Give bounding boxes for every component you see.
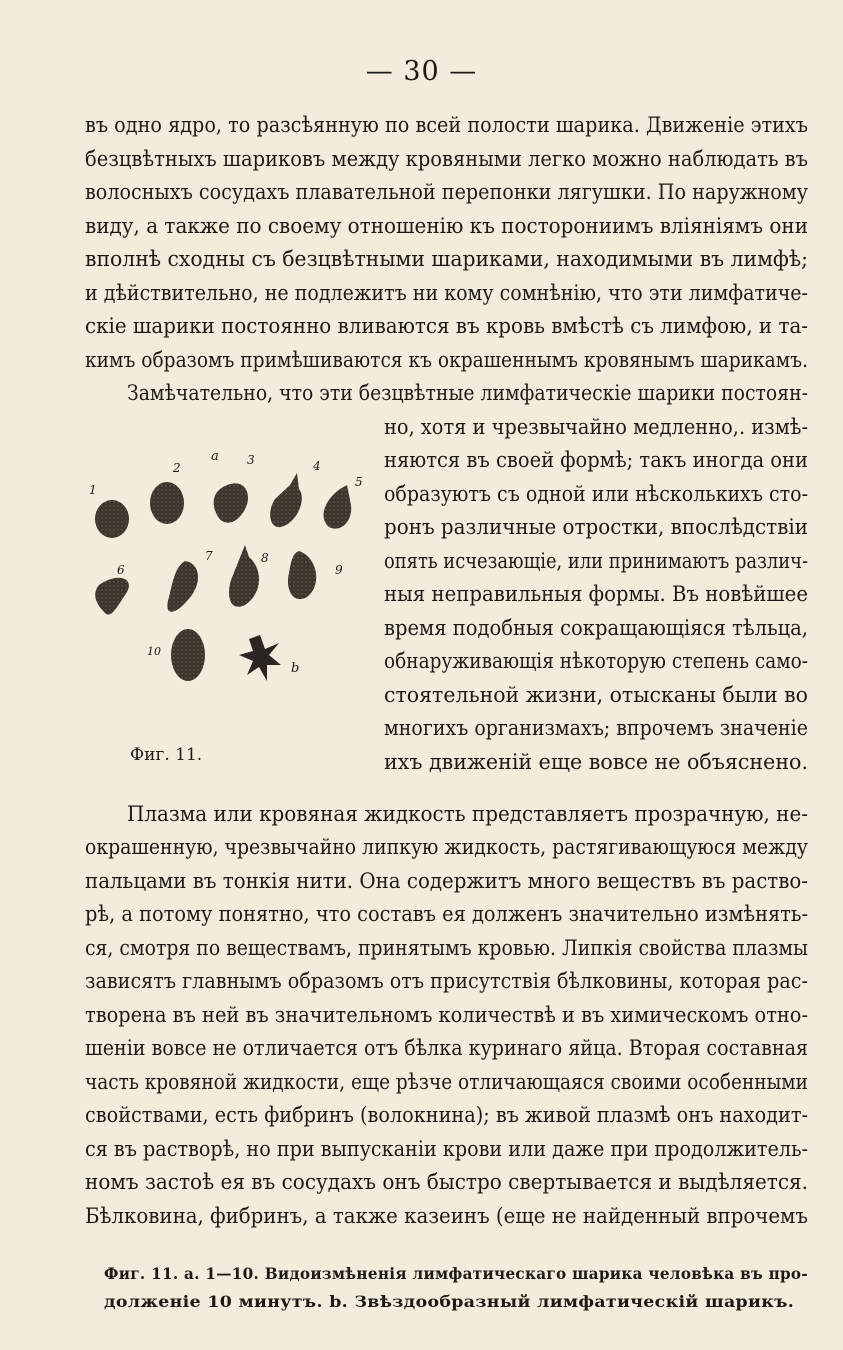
cell-4 <box>270 473 302 527</box>
figure-label: 5 <box>355 475 363 489</box>
cell-1 <box>95 500 129 538</box>
text-line: номъ застоѣ ея въ сосудахъ онъ быстро свертывается и выдѣляется. <box>85 1170 808 1195</box>
text-line: и дѣйствительно, не подлежитъ ни кому сомнѣнію, что эти лимфатиче- <box>85 281 808 306</box>
text-line: рѣ, а потому понятно, что составъ ея долженъ значительно измѣнять- <box>85 902 808 927</box>
figure-label: 7 <box>205 549 213 563</box>
text-line: Замѣчательно, что эти безцвѣтные лимфатическіе шарики постоян- <box>127 381 808 406</box>
text-line: свойствами, есть фибринъ (волокнина); въ живой плазмѣ онъ находит- <box>85 1103 808 1128</box>
figure-11 <box>85 445 375 785</box>
text-line: ихъ движеній еще вовсе не объяснено. <box>384 750 808 775</box>
text-line: многихъ организмахъ; впрочемъ значеніе <box>384 716 808 741</box>
figure-label: 2 <box>173 461 181 475</box>
text-line: скіе шарики постоянно вливаются въ кровь вмѣстѣ съ лимфою, и та- <box>85 314 808 339</box>
text-line: часть кровяной жидкости, еще рѣзче отличающаяся своими особенными <box>85 1070 808 1095</box>
text-line: кимъ образомъ примѣшиваются къ окрашеннымъ кровянымъ шарикамъ. <box>85 348 808 373</box>
text-line: безцвѣтныхъ шариковъ между кровяными легко можно наблюдать въ <box>85 147 808 172</box>
text-line: ронъ различные отростки, впослѣдствіи <box>384 515 808 540</box>
cell-6 <box>95 578 129 615</box>
text-line: вполнѣ сходны съ безцвѣтными шариками, находимыми въ лимфѣ; <box>85 247 808 272</box>
text-line: зависятъ главнымъ образомъ отъ присутствія бѣлковины, которая рас- <box>85 969 808 994</box>
figure-label: 4 <box>313 459 321 473</box>
cell-star <box>239 635 281 681</box>
figure-label: 8 <box>261 551 269 565</box>
text-line: образуютъ съ одной или нѣсколькихъ сто- <box>384 482 808 507</box>
text-line: Бѣлковина, фибринъ, а также казеинъ (еще не найденный впрочемъ <box>85 1204 808 1229</box>
cell-7 <box>167 561 198 612</box>
text-line: виду, а также по своему отношенію къ посторониимъ вліяніямъ они <box>85 214 808 239</box>
cell-8 <box>229 545 259 607</box>
text-line: шеніи вовсе не отличается отъ бѣлка куринаго яйца. Вторая составная <box>85 1036 808 1061</box>
cell-10 <box>171 629 205 681</box>
cell-3 <box>214 483 248 522</box>
text-line: Плазма или кровяная жидкость представляетъ прозрачную, не- <box>127 802 808 827</box>
text-line: опять исчезающіе, или принимаютъ различ- <box>384 549 808 574</box>
text-line: время подобныя сокращающіяся тѣльца, <box>384 616 808 641</box>
text-line: пальцами въ тонкія нити. Она содержитъ много веществъ въ раство- <box>85 869 808 894</box>
figure-label: b <box>291 661 300 676</box>
text-line: волосныхъ сосудахъ плавательной перепонки лягушки. По наружному <box>85 180 808 205</box>
text-line: окрашенную, чрезвычайно липкую жидкость, растягивающуюся между <box>85 835 808 860</box>
figure-label: 10 <box>147 645 161 658</box>
text-line: няются въ своей формѣ; такъ иногда они <box>384 448 808 473</box>
figure-label: 9 <box>335 563 343 577</box>
lymph-cell-illustration <box>85 445 375 705</box>
page-number: — 30 — <box>365 56 478 87</box>
text-line: ся въ растворѣ, но при выпусканіи крови или даже при продолжитель- <box>85 1137 808 1162</box>
text-line: стоятельной жизни, отысканы были во <box>384 683 808 708</box>
text-line: ся, смотря по веществамъ, принятымъ кровью. Липкія свойства плазмы <box>85 936 808 961</box>
text-line: творена въ ней въ значительномъ количествѣ и въ химическомъ отно- <box>85 1003 808 1028</box>
cell-2 <box>150 482 184 524</box>
figure-caption: Фиг. 11. <box>130 745 203 765</box>
footnote-line: долженіе 10 минутъ. b. Звѣздообразный лимфатическій шарикъ. <box>104 1292 795 1311</box>
figure-label: 6 <box>117 563 125 577</box>
cell-5 <box>324 485 352 529</box>
text-line: въ одно ядро, то разсѣянную по всей полости шарика. Движеніе этихъ <box>85 113 808 138</box>
figure-label: a <box>211 449 219 464</box>
footnote-line: Фиг. 11. a. 1—10. Видоизмѣненія лимфатическаго шарика человѣка въ про- <box>104 1264 808 1283</box>
figure-label: 1 <box>89 483 97 497</box>
figure-label: 3 <box>247 453 255 467</box>
text-line: обнаруживающія нѣкоторую степень само- <box>384 649 808 674</box>
cell-9 <box>288 551 316 599</box>
text-line: ныя неправильныя формы. Въ новѣйшее <box>384 582 808 607</box>
text-line: но, хотя и чрезвычайно медленно,. измѣ- <box>384 415 808 440</box>
